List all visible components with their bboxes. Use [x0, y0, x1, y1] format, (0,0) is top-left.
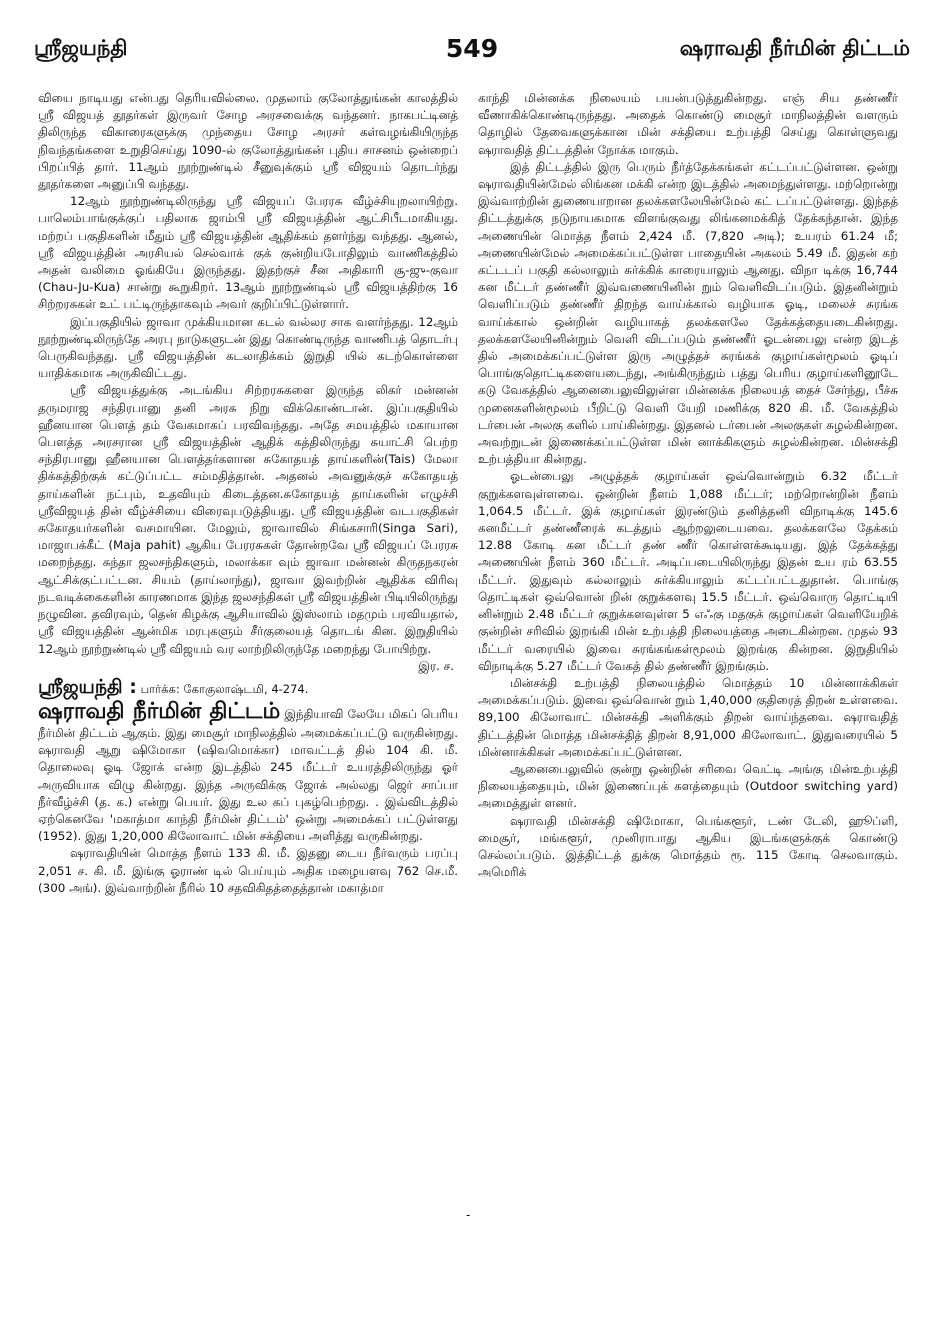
right-paragraph-1: காந்தி மின்னக்க நிலையம் பயன்படுத்துகின்றது. எஞ் சிய தண்ணீர் வீணாகிக்கொண்டிருந்தது. அதைக் கொண்டு மைசூர் மாநிலத்தின் வளரும் தொழில் தேவைகளுக்கான மின் சக்தியை உற்பத்தி செய்து கொள்ளுவது ஷராவதித் திட்டத்தின் நோக்க மாகும்.: [478, 91, 898, 157]
left-paragraph-3: இப்பகுதியில் ஜாவா முக்கியமான கடல் வல்லர சாக வளர்ந்தது. 12ஆம் நூற்றுண்டிலிருந்தே அரபு நாடுகளுடன் இது கொண்டிருந்த வாணிபத் தொடர்பு பெருகிவந்தது. ஸ்ரீ விஜயத்தின் கடலாதிக்கம் இறுதி யில் கடற்கொள்ளை யாதிக்கமாக அருகிவிட்டது.: [38, 314, 458, 381]
left-paragraph-5: ஷராவதியின் மொத்த நீளம் 133 கி. மீ. இதனு டைய நீர்வரும் பரப்பு 2,051 ச. கி. மீ. இங்கு ஓராண் டில் பெய்யும் அதிக மழையளவு 762 செ.மீ. (300 அங்). இவ்வாற்றின் நீரில் 10 சதவிகிதத்தைத்தான் மகாத்மா: [38, 846, 458, 895]
entry-cross-reference: பார்க்க: கோகுலாஷ்டமி, 4-274.: [140, 681, 309, 696]
left-paragraph-2: 12ஆம் நூற்றுண்டிலிருந்து ஸ்ரீ விஜயப் பேரரசு வீழ்ச்சியுறலாயிற்று. பாலெம்பாங்குக்குப் பதிலாக ஜாம்பி ஸ்ரீ விஜயத்தின் ஆட்சிபீடமாகியது. மற்றப் பகுதிகளின் மீதும் ஸ்ரீ விஜயத்தின் ஆதிக்கம் தளர்ந்து வந்தது. ஆனல், ஸ்ரீ விஜயத்தின் அரசியல் செல்வாக் குக் குன்றியபோதிலும் வாணிகத்தில் அதன் வலிமை ஓங்கியே இருந்தது. இதற்குச் சீன அதிகாரி சூ-ஜு-குவா (Chau-Ju-Kua) சான்று கூறுகிறர். 13ஆம் நூற்றுண்டில் ஸ்ரீ விஜயத்திற்கு 16 சிற்றரசுகள் உட் பட்டிருந்தாகவும் அவர் குறிப்பிட்டுள்ளார்.: [38, 194, 458, 312]
entry-srijayanthi: [38, 675, 458, 699]
entry-sharavathi-intro: இந்தியாவி லேயே மிகப் பெரிய நீர்மின் திட்டம் ஆகும். இது மைசூர் மாநிலத்தில் அமைக்கப்பட்டு வருகின்றது. ஷராவதி ஆறு ஷிமோகா (ஷிவமொக்கா) மாவட்டத் தில் 104 கி. மீ. தொலைவு ஓடி ஜோக் என்ற இடத்தில் 245 மீட்டர் உயரத்திலிருந்து ஓர் அருவியாக விழு கின்றது. இந்த அருவிக்கு ஜோக் அல்லது ஜெர் சாப்பா நீர்வீழ்ச்சி (த. க.) என்று பெயர். இது உல கப் புகழ்பெற்றது. . இவ்விடத்தில் ஏற்கெனவே 'மகாத்மா காந்தி நீர்மின் திட்டம்' ஒன்று அமைக்கப் பட்டுள்ளது (1952). இது 1,20,000 கிலோவாட் மின் சக்தியை அளித்து வருகின்றது.: [38, 706, 458, 844]
right-paragraph-3: ஓடன்பைலு அழுத்தக் குழாய்கள் ஒவ்வொன்றும் 6.32 மீட்டர் குறுக்களவுள்ளவை. ஒன்றின் நீளம் 1,088 மீட்டர்; மற்றொன்றின் நீளம் 1,064.5 மீட்டர். இக் குழாய்கள் இரண்டும் தனித்தனி விநாடிக்கு 145.6 கனமீட்டர் தண்ணீரைக் கடத்தும் ஆற்றலுடையவை. தலக்களலே தேக்கம் 12.88 கோடி கன மீட்டர் தண் ணீர் கொள்ளக்கூடியது. இத் தேக்கத்து அணையின் நீளம் 360 மீட்டர். அடிப்படையிலிருந்து இதன் உய ரம் 63.55 மீட்டர். இதுவும் கல்லாலும் சுர்க்கியாலும் கட்டப்பட்டதுதான். பொங்கு தொட்டிகள் ஒவ்வொன் றின் குறுக்களவு 15.5 மீட்டர். ஒவ்வொரு தொட்டியி னின்றும் 2.48 மீட்டர் குறுக்களவுள்ள 5 எஃகு மதகுக் குழாய்கள் வெளியேறிக் குன்றின் சரிவில் இறங்கி மின் உற்பத்தி நிலையத்தை அடைகின்றன. முதல் 93 மீட்டர் வரையில் இவை சுரங்கங்கள்மூலம் இறங்கு கின்றன. இறுதியில் விநாடிக்கு 5.27 மீட்டர் வேகத் தில் தண்ணீர் இறங்கும்.: [478, 469, 898, 673]
right-paragraph-6: ஷராவதி மின்சக்தி ஷிமோகா, பெங்களூர், டண் டேலி, ஹூப்ளி, மைசூர், மங்களூர், முனிராபாது ஆகிய இடங்களுக்குக் கொண்டு செல்லப்படும். இத்திட்டத் துக்கு மொத்தம் ரூ. 115 கோடி செலவாகும். அமெரிக்: [478, 813, 898, 880]
page-number: 549: [445, 34, 499, 63]
right-column: [478, 90, 898, 881]
left-paragraph-4: ஸ்ரீ விஜயத்துக்கு அடங்கிய சிற்றரசுகளை இருந்த லிகர் மன்னன் தருமராஜ சந்திரபானு தனி அரசு நிறு விக்கொண்டான். இப்பகுதியில் ஹீனயான பௌத் தம் வேகமாகப் பரவிவந்தது. அதே சமயத்தில் மகாயான பௌத்த அரசரான ஸ்ரீ விஜயத்தின் ஆதிக் கத்திலிருந்து சுயாட்சி பெற்ற சந்திரபானு ஹீனயான பௌத்தர்களான சுகோதயத் தாய்களின்(Tais) மேலா திக்கத்திற்குக் கட்டுப்பட்ட சம்மதித்தான். அதனல் அவனுக்குச் சுகோதயத் தாய்களின் நட்பும், உதவியும் கிடைத்தன.சுகோதயத் தாய்களின் எழுச்சி ஸ்ரீவிஜயத் தின் வீழ்ச்சியை விரைவுபடுத்தியது. ஸ்ரீ விஜயத்தின் வடபகுதிகள் சுகோதயர்களின் வசமாயின. மேலும், ஜாவாவில் சிங்கசாரி(Singa Sari), மாஜாபக்கீட் (Maja pahit) ஆகிய பேரரசுகள் தோன்றவே ஸ்ரீ விஜயப் பேரரசு மறைந்தது. சுந்தா ஜலசந்திகளும், மலாக்கா வும் ஜாவா மன்னன் கிருதநகரன் ஆட்சிக்குட்பட்டன. சியம் (தாய்லாந்து), ஜாவா இவற்றின் ஆதிக்க விரிவு நடவடிக்கைகளின் காரணமாக இந்த ஜலசந்திகள் ஸ்ரீ விஜயத்தின் பிடியிலிருந்து நழுவின. தவிரவும், தென் கிழக்கு ஆசியாவில் இஸ்லாம் மதமும் பரவியதால், ஸ்ரீ விஜயத்தின் ஆன்மிக மரபுகளும் சீர்குலையத் தொடங் கின. இறுதியில் 12ஆம் நூற்றுண்டில் ஸ்ரீ விஜயம் வர லாற்றிலிருந்தே மறைந்து போயிற்று.: [38, 383, 458, 656]
running-head-left: ஸ்ரீஜயந்தி: [34, 36, 128, 60]
right-paragraph-2: இத் திட்டத்தில் இரு பெரும் நீர்த்தேக்கங்கள் கட்டப்பட்டுள்ளன. ஒன்று ஷராவதியின்மேல் லிங்கன மக்கி என்ற இடத்தில் அமைந்துள்ளது. மற்றொன்று இவ்வாற்றின் துணையாறான தலக்களலேயின்மேல் கட் டப்பட்டுள்ளது. இந்தத் திட்டத்துக்கு நடுநாயகமாக விளங்குவது லிங்கனமக்கித் தேக்கந்தான். இந்த அணையின் மொத்த நீளம் 2,424 மீ. (7,820 அடி); உயரம் 61.24 மீ; அணையின்மேல் அமைக்கப்பட்டுள்ள பாதையின் அகலம் 5.49 மீ. இதன் கற் கட்டடப் பகுதி கல்லாலும் சுர்க்கிக் காரையாலும் ஆனது. விநா டிக்கு 16,744 கன மீட்டர் தண்ணீர் இவ்வணையினின் றும் வெளிவிடப்படும். இதனின்றும் வெளிப்படும் தண்ணீர் திறந்த வாய்க்கால் வழியாக ஓடி, மலைச் சுரங்க வாய்க்கால் ஒன்றின் வழியாகத் தலக்களலே தேக்கத்தையடைகின்றது. தலக்களலேயினின்றும் வெளி விடப்படும் தண்ணீர் ஓடன்பைலு என்ற இடத் தில் அமைக்கப்பட்டுள்ள இரு அழுத்தச் சுரங்கக் குழாய்கள்மூலம் ஓடிப் பொங்குதொட்டிகளையடைந்து, அங்கிருந்தும் பத்து பெரிய குழாய்களினூடே கடு வேகத்தில் ஆனைபைலுவிலுள்ள மின்னக்க நிலையத் தைச் சேர்ந்து, பீச்சு முனைகளின்மூலம் பீறிட்டு வெளி யேறி மணிக்கு 820 கி. மீ. வேகத்தில் டர்பைன் அலகு களில் பாய்கின்றது. இதனல் டர்பைன் அலகுகள் சுழல்கின்றன. அவற்றுடன் இணைக்கப்பட்டுள்ள மின் னாக்கிகளும் சுழல்கின்றன. மின்சக்தி உற்பத்தியா கின்றது.: [478, 159, 898, 467]
entry-title-sharavathi: ஷராவதி நீர்மின் திட்டம்: [38, 698, 281, 724]
margin-mark: -: [466, 1208, 471, 1222]
right-paragraph-4: மின்சக்தி உற்பத்தி நிலையத்தில் மொத்தம் 10 மின்னாக்கிகள் அமைக்கப்படும். இவை ஒவ்வொன் றும் 1,40,000 குதிரைத் திறன் உள்ளவை. 89,100 கிலோவாட் மின்சக்தி அளிக்கும் திறன் வாய்ந்தவை. ஷராவதித் திட்டத்தின் மொத்த மின்சக்தித் திறன் 8,91,000 கிலோவாட். இதுவரையில் 5 மின்னாக்கிகள் அமைக்கப்பட்டுள்ளன.: [478, 675, 898, 759]
right-paragraph-5: ஆனைபைலுவில் குன்று ஒன்றின் சரிவை வெட்டி அங்கு மின்உற்பத்தி நிலையத்தையும், மின் இணைப்புக் களத்தையும் (Outdoor switching yard) அமைத்துள் ளனர்.: [478, 761, 898, 811]
left-column: [38, 90, 458, 897]
left-paragraph-1: வியை நாடியது என்பது தெரியவில்லை. முதலாம் குலோத்துங்கன் காலத்தில் ஸ்ரீ விஜயத் தூதர்கள் இருவர் சோழ அரசவைக்கு வந்தனர். நாகபட்டினத் திலிருந்த விகாரைகளுக்கு முந்தைய சோழ அரசர் கள்வழங்கியிருந்த நிவந்தங்களை உறுதிசெய்து 1090-ல் குலோத்துங்கன் புதிய சாசனம் ஒன்றைப் பிறப்பித் தார். 11ஆம் நூற்றுண்டில் சீனுவுக்கும் ஸ்ரீ விஜயம் தொடர்ந்து தூதர்களை அனுப்பி வந்தது.: [38, 91, 458, 192]
entry-sharavathi: [38, 699, 458, 845]
entry-title-srijayanthi: ஸ்ரீஜயந்தி :: [38, 675, 137, 698]
page-header: [34, 36, 910, 76]
author-signature: இர. ச.: [418, 658, 454, 673]
running-head-right: ஷராவதி நீர்மின் திட்டம்: [679, 36, 910, 60]
